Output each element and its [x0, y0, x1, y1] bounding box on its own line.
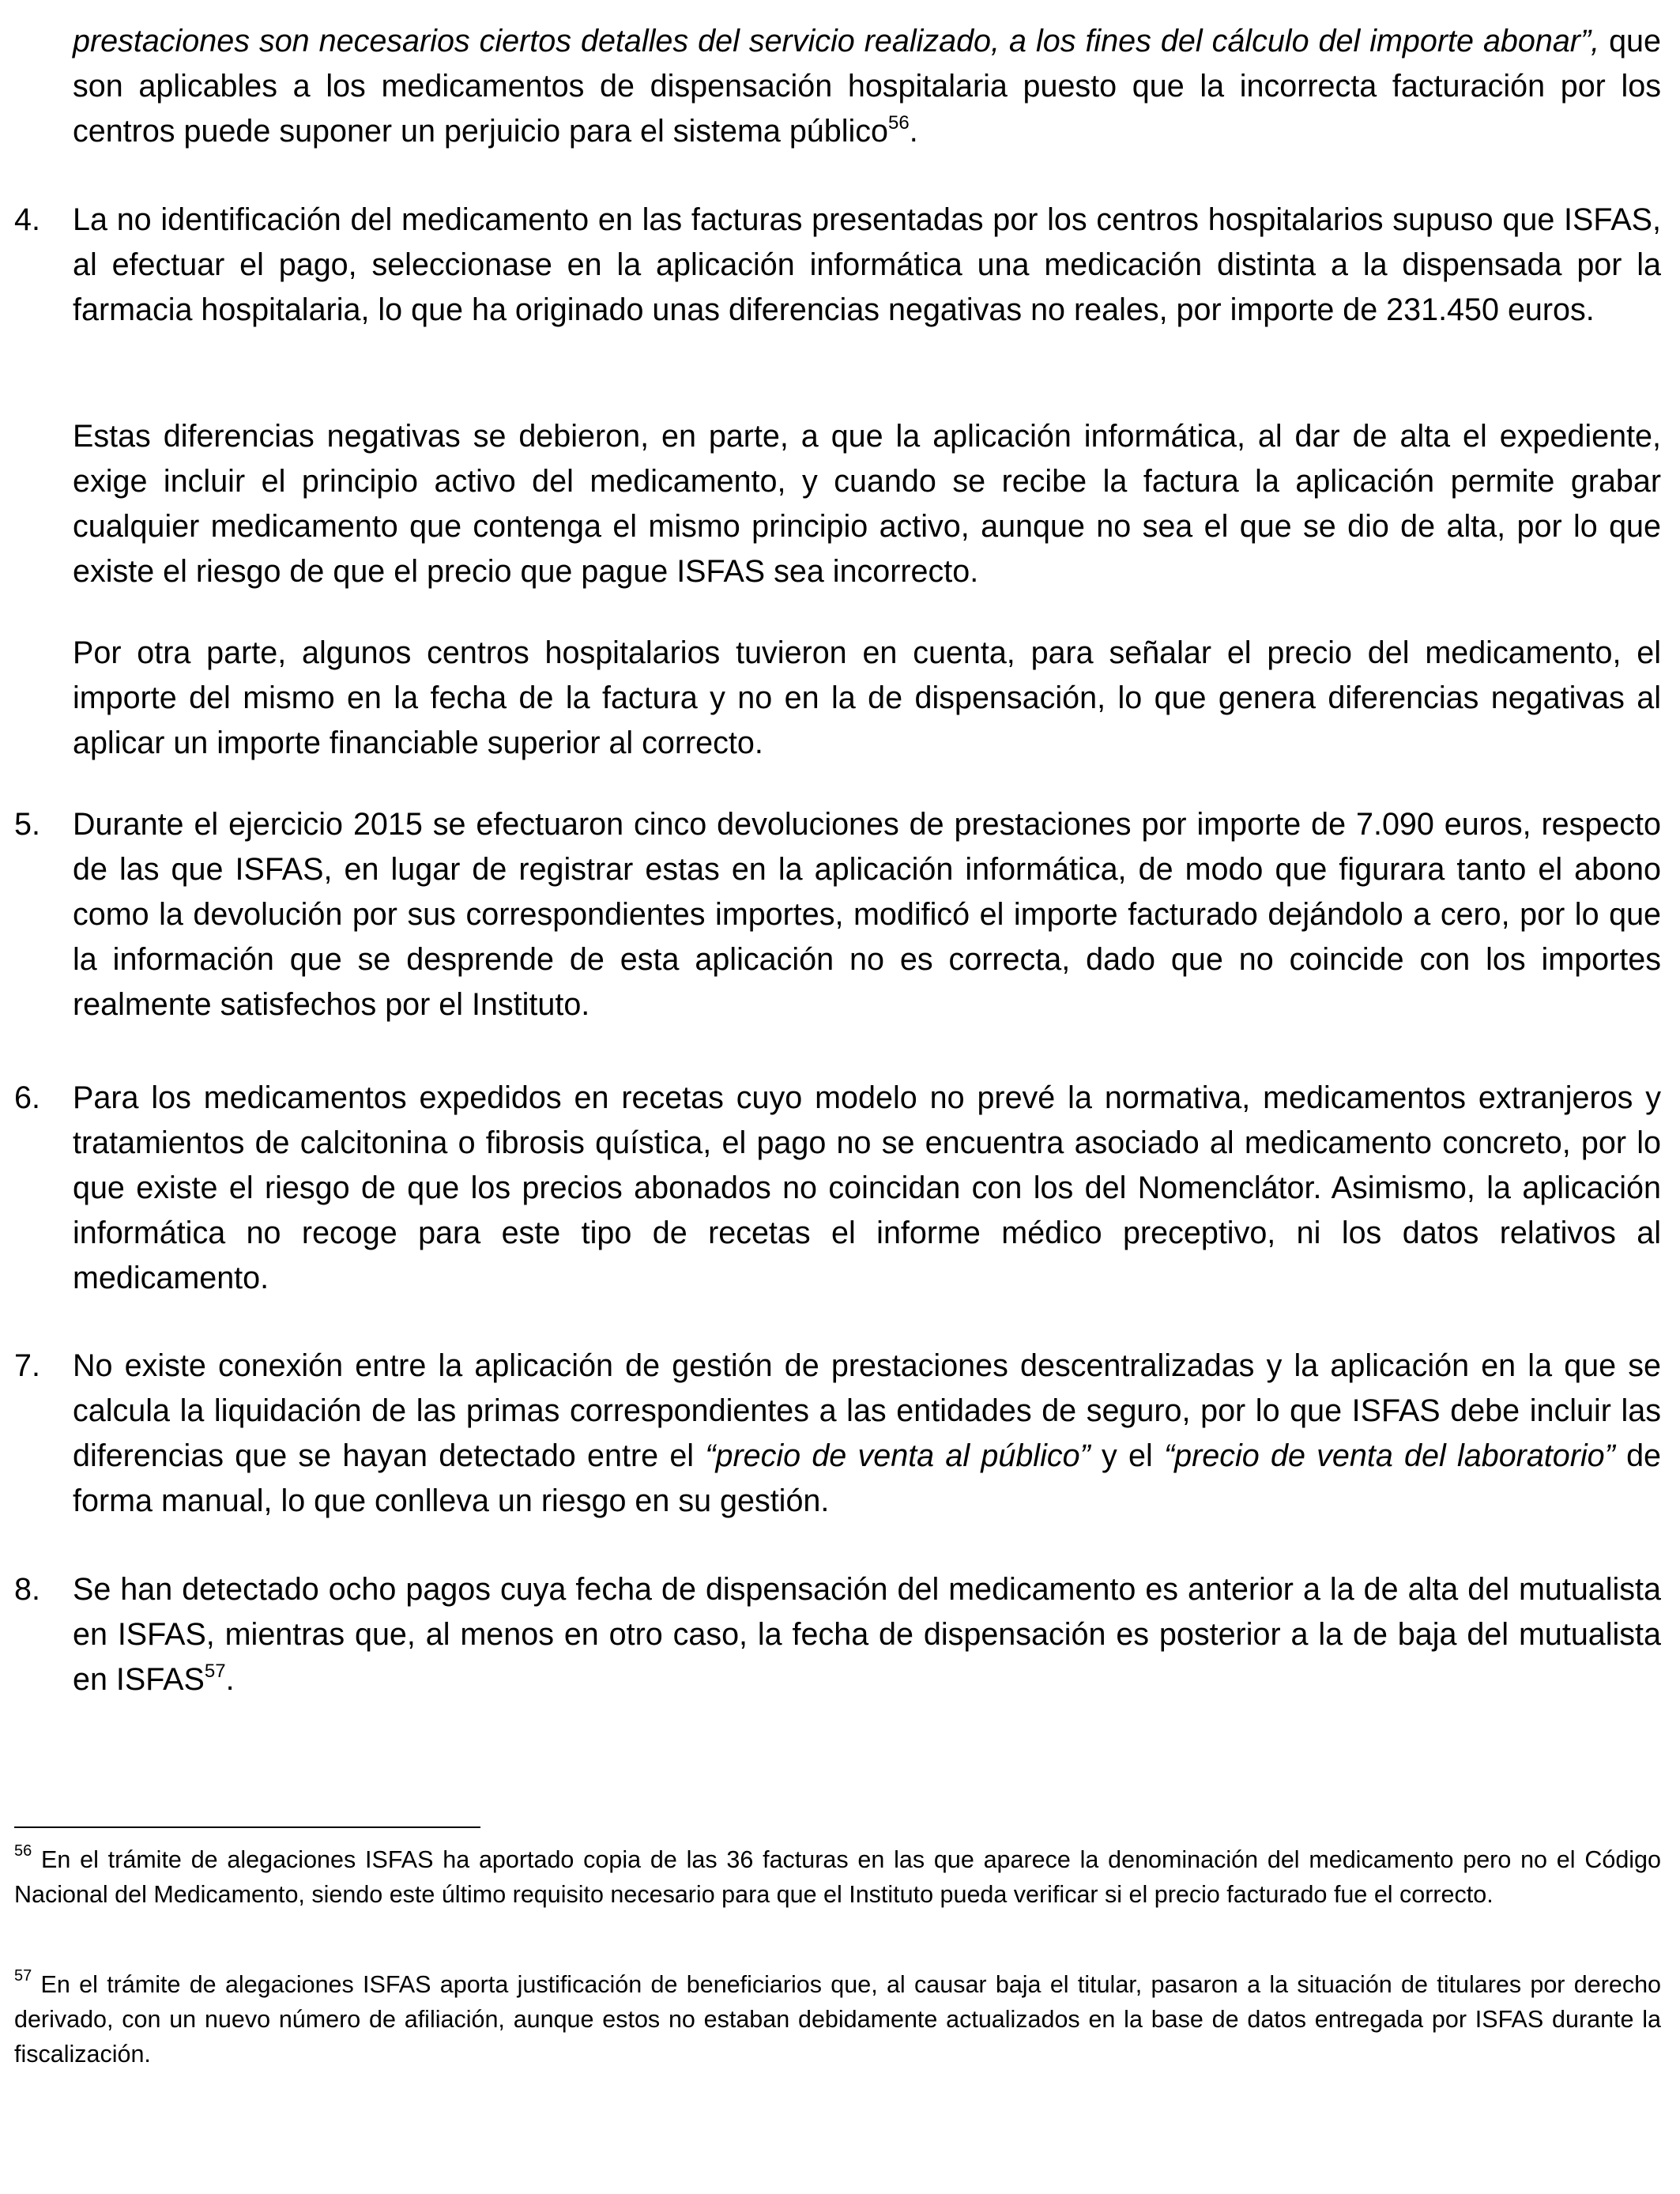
item-6-paragraph: Para los medicamentos expedidos en recetas cuyo modelo no prevé la normativa, medicamentos extranjeros y tratamientos de calcitonina o fibrosis quística, el pago no se encuentra asociado al medicamento concreto, por lo que existe el riesgo de que los precios abonados no coincidan con los del Nomenclátor. Asimismo, la aplicación informática no recoge para este tipo de recetas el informe médico preceptivo, ni los datos relativos al medicamento.	[73, 1080, 1661, 1295]
footnote-57-marker: 57	[14, 1966, 32, 1985]
continuation-text: que son aplicables a los medicamentos de dispensación hospitalaria puesto que la incorrecta facturación por los centros puede suponer un perjuicio para el sistema público	[73, 24, 1661, 149]
footnote-divider	[14, 1826, 480, 1828]
footnote-56: $^{56}$ En el trámite de alegaciones ISFAS ha aportado copia de las 36 facturas en las que aparece la denominación del medicamento pero no el Código Nacional del Medicamento, siendo este último requisito necesario para que el Instituto pueda verificar si el precio facturado fue el correcto.	[14, 1842, 1661, 1908]
continuation-quote: prestaciones son necesarios ciertos detalles del servicio realizado, a los fines del cálculo del importe abonar”,	[73, 24, 1600, 58]
quote-pvp: “precio de venta al público”	[705, 1438, 1090, 1473]
quote-pvl: “precio de venta del laboratorio”	[1163, 1438, 1615, 1473]
item-6-number: 6.	[14, 1080, 40, 1115]
item-7-number: 7.	[14, 1348, 40, 1383]
continuation-paragraph: prestaciones son necesarios ciertos detalles del servicio realizado, a los fines del cálculo del importe abonar”, que son aplicables a los medicamentos de dispensación hospitalaria puesto que la incorrecta facturación por los centros puede suponer un perjuicio para el sistema público$^{56}$.	[73, 24, 1661, 149]
footnote-ref-57[interactable]: 57	[204, 1660, 226, 1682]
footnote-ref-56[interactable]: 56	[888, 111, 910, 134]
item-5-paragraph: Durante el ejercicio 2015 se efectuaron cinco devoluciones de prestaciones por importe de 7.090 euros, respecto de las que ISFAS, en lugar de registrar estas en la aplicación informática, de modo que figurara tanto el abono como la devolución por sus correspondientes importes, modificó el importe facturado dejándolo a cero, por lo que la información que se desprende de esta aplicación no es correcta, dado que no coincide con los importes realmente satisfechos por el Instituto.	[73, 807, 1661, 1022]
item-8-number: 8.	[14, 1572, 40, 1607]
footnote-57: $^{57}$ En el trámite de alegaciones ISFAS aporta justificación de beneficiarios que, al causar baja el titular, pasaron a la situación de titulares por derecho derivado, con un nuevo número de afiliación, aunque estos no estaban debidamente actualizados en la base de datos entregada por ISFAS durante la fiscalización.	[14, 1966, 1661, 2068]
item-4-paragraph-1: La no identificación del medicamento en las facturas presentadas por los centros hospitalarios supuso que ISFAS, al efectuar el pago, seleccionase en la aplicación informática una medicación distinta a la dispensada por la farmacia hospitalaria, lo que ha originado unas diferencias negativas no reales, por importe de 231.450 euros.	[73, 202, 1661, 327]
footnote-56-marker: 56	[14, 1842, 32, 1860]
item-4-paragraph-2: Estas diferencias negativas se debieron, en parte, a que la aplicación informática, al dar de alta el expediente, exige incluir el principio activo del medicamento, y cuando se recibe la factura la aplicación permite grabar cualquier medicamento que contenga el mismo principio activo, aunque no sea el que se dio de alta, por lo que existe el riesgo de que el precio que pague ISFAS sea incorrecto.	[73, 419, 1661, 589]
item-8-paragraph: Se han detectado ocho pagos cuya fecha de dispensación del medicamento es anterior a la de alta del mutualista en ISFAS, mientras que, al menos en otro caso, la fecha de dispensación es posterior a la de baja del mutualista en ISFAS$^{57}$.	[73, 1572, 1661, 1697]
item-5-number: 5.	[14, 807, 40, 842]
item-4-paragraph-3: Por otra parte, algunos centros hospitalarios tuvieron en cuenta, para señalar el precio del medicamento, el importe del mismo en la fecha de la factura y no en la de dispensación, lo que genera diferencias negativas al aplicar un importe financiable superior al correcto.	[73, 635, 1661, 760]
item-4-number: 4.	[14, 202, 40, 237]
item-7-paragraph: No existe conexión entre la aplicación de gestión de prestaciones descentralizadas y la aplicación en la que se calcula la liquidación de las primas correspondientes a las entidades de seguro, por lo que ISFAS debe incluir las diferencias que se hayan detectado entre el “precio de venta al público” y el “precio de venta del laboratorio” de forma manual, lo que conlleva un riesgo en su gestión.	[73, 1348, 1662, 1518]
